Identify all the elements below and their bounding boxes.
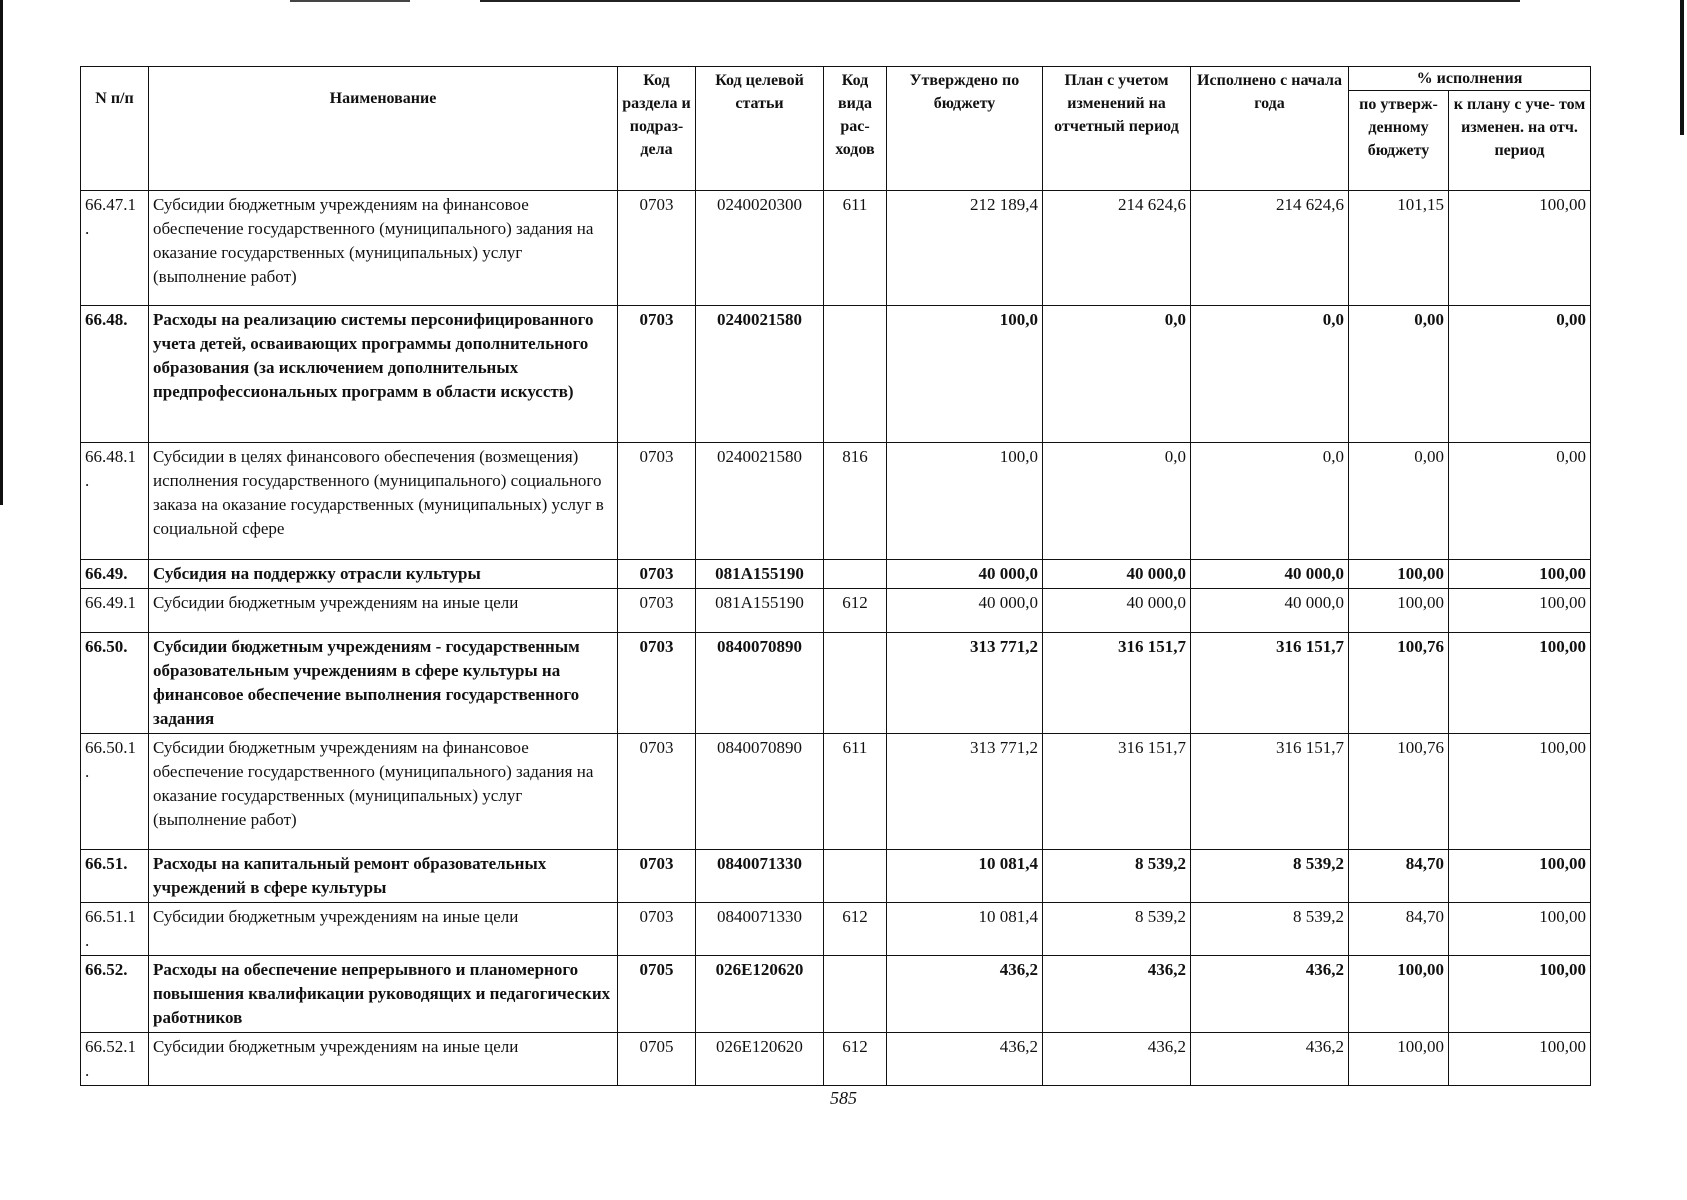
row-ispolneno: 316 151,7: [1191, 734, 1349, 850]
row-razdel-code: 0703: [618, 306, 696, 443]
row-name: Субсидии бюджетным учреждениям на финансовое обеспечение государственного (муниципального) задания на оказание государственных (муниципальных) услуг (выполнение работ): [149, 734, 618, 850]
row-vid-code: 612: [824, 589, 887, 633]
row-pct-plan: 100,00: [1449, 734, 1591, 850]
row-razdel-code: 0703: [618, 191, 696, 306]
table-row: [81, 734, 1591, 850]
row-plan: 8 539,2: [1043, 850, 1191, 903]
row-name: Субсидии бюджетным учреждениям на иные цели: [149, 1033, 618, 1086]
row-ispolneno: 40 000,0: [1191, 560, 1349, 589]
row-ispolneno: 8 539,2: [1191, 850, 1349, 903]
row-vid-code: 611: [824, 734, 887, 850]
row-pct-plan: 100,00: [1449, 589, 1591, 633]
row-ispolneno: 40 000,0: [1191, 589, 1349, 633]
row-name: Субсидии бюджетным учреждениям на финансовое обеспечение государственного (муниципального) задания на оказание государственных (муниципальных) услуг (выполнение работ): [149, 191, 618, 306]
row-plan: 436,2: [1043, 1033, 1191, 1086]
row-vid-code: 612: [824, 903, 887, 956]
row-pct-budget: 100,76: [1349, 633, 1449, 734]
row-name: Расходы на обеспечение непрерывного и планомерного повышения квалификации руководящих и педагогических работников: [149, 956, 618, 1033]
row-vid-code: [824, 850, 887, 903]
row-pct-plan: 100,00: [1449, 191, 1591, 306]
header-pct-budget: по утверж- денному бюджету: [1349, 91, 1449, 191]
row-razdel-code: 0703: [618, 633, 696, 734]
header-celevaya: Код целевой статьи: [696, 67, 824, 191]
table-row: [81, 191, 1591, 306]
row-vid-code: 816: [824, 443, 887, 560]
table-row: [81, 903, 1591, 956]
row-ispolneno: 8 539,2: [1191, 903, 1349, 956]
header-row: [81, 67, 1591, 91]
row-plan: 0,0: [1043, 443, 1191, 560]
row-num: 66.49.: [81, 560, 149, 589]
row-name: Субсидии в целях финансового обеспечения (возмещения) исполнения государственного (муниципального) социального заказа на оказание государственных (муниципальных) услуг в социальной сфере: [149, 443, 618, 560]
row-utverzhdeno: 40 000,0: [887, 589, 1043, 633]
row-utverzhdeno: 212 189,4: [887, 191, 1043, 306]
row-utverzhdeno: 436,2: [887, 1033, 1043, 1086]
row-utverzhdeno: 100,0: [887, 306, 1043, 443]
row-num: 66.51.: [81, 850, 149, 903]
row-celevaya-code: 0240020300: [696, 191, 824, 306]
row-pct-plan: 0,00: [1449, 443, 1591, 560]
scan-artifact: [1680, 0, 1684, 135]
row-pct-plan: 100,00: [1449, 903, 1591, 956]
row-celevaya-code: 0240021580: [696, 443, 824, 560]
header-num: N п/п: [81, 67, 149, 191]
row-utverzhdeno: 40 000,0: [887, 560, 1043, 589]
row-razdel-code: 0705: [618, 1033, 696, 1086]
budget-execution-table: [80, 66, 1591, 1086]
row-ispolneno: 0,0: [1191, 443, 1349, 560]
table-row: [81, 443, 1591, 560]
row-name: Расходы на капитальный ремонт образовательных учреждений в сфере культуры: [149, 850, 618, 903]
scan-artifact: [0, 0, 3, 505]
row-ispolneno: 436,2: [1191, 1033, 1349, 1086]
row-vid-code: 612: [824, 1033, 887, 1086]
page-number: 585: [830, 1088, 857, 1108]
row-celevaya-code: 081А155190: [696, 589, 824, 633]
row-ispolneno: 0,0: [1191, 306, 1349, 443]
row-pct-budget: 84,70: [1349, 903, 1449, 956]
row-pct-budget: 0,00: [1349, 443, 1449, 560]
row-vid-code: [824, 633, 887, 734]
row-celevaya-code: 0840071330: [696, 850, 824, 903]
row-pct-plan: 100,00: [1449, 633, 1591, 734]
row-name: Субсидия на поддержку отрасли культуры: [149, 560, 618, 589]
row-vid-code: [824, 560, 887, 589]
row-utverzhdeno: 313 771,2: [887, 734, 1043, 850]
row-utverzhdeno: 100,0: [887, 443, 1043, 560]
row-utverzhdeno: 313 771,2: [887, 633, 1043, 734]
row-pct-plan: 100,00: [1449, 560, 1591, 589]
row-celevaya-code: 0840071330: [696, 903, 824, 956]
row-pct-budget: 0,00: [1349, 306, 1449, 443]
row-celevaya-code: 026Е120620: [696, 1033, 824, 1086]
row-plan: 436,2: [1043, 956, 1191, 1033]
row-razdel-code: 0703: [618, 443, 696, 560]
row-pct-budget: 100,76: [1349, 734, 1449, 850]
scan-artifact: [290, 0, 410, 2]
row-pct-budget: 100,00: [1349, 1033, 1449, 1086]
header-name: Наименование: [149, 67, 618, 191]
row-pct-plan: 100,00: [1449, 850, 1591, 903]
row-razdel-code: 0705: [618, 956, 696, 1033]
table-row: [81, 306, 1591, 443]
row-ispolneno: 316 151,7: [1191, 633, 1349, 734]
row-num: 66.48.: [81, 306, 149, 443]
row-num: 66.50.: [81, 633, 149, 734]
row-num: 66.47.1 .: [81, 191, 149, 306]
row-num: 66.49.1: [81, 589, 149, 633]
table-row: [81, 956, 1591, 1033]
row-pct-budget: 100,00: [1349, 956, 1449, 1033]
header-vid: Код вида рас- ходов: [824, 67, 887, 191]
row-pct-plan: 0,00: [1449, 306, 1591, 443]
row-razdel-code: 0703: [618, 734, 696, 850]
row-razdel-code: 0703: [618, 850, 696, 903]
row-num: 66.48.1 .: [81, 443, 149, 560]
row-vid-code: [824, 306, 887, 443]
row-ispolneno: 214 624,6: [1191, 191, 1349, 306]
row-name: Субсидии бюджетным учреждениям на иные цели: [149, 903, 618, 956]
row-plan: 0,0: [1043, 306, 1191, 443]
row-utverzhdeno: 10 081,4: [887, 850, 1043, 903]
row-ispolneno: 436,2: [1191, 956, 1349, 1033]
row-num: 66.50.1 .: [81, 734, 149, 850]
header-pct-plan: к плану с уче- том изменен. на отч. период: [1449, 91, 1591, 191]
row-pct-budget: 100,00: [1349, 560, 1449, 589]
row-celevaya-code: 0840070890: [696, 633, 824, 734]
row-pct-budget: 101,15: [1349, 191, 1449, 306]
row-pct-plan: 100,00: [1449, 1033, 1591, 1086]
row-vid-code: 611: [824, 191, 887, 306]
row-utverzhdeno: 10 081,4: [887, 903, 1043, 956]
header-utverzhdeno: Утверждено по бюджету: [887, 67, 1043, 191]
row-vid-code: [824, 956, 887, 1033]
row-celevaya-code: 026Е120620: [696, 956, 824, 1033]
row-celevaya-code: 0840070890: [696, 734, 824, 850]
row-pct-budget: 84,70: [1349, 850, 1449, 903]
row-num: 66.51.1 .: [81, 903, 149, 956]
table-row: [81, 560, 1591, 589]
table-row: [81, 633, 1591, 734]
table-row: [81, 589, 1591, 633]
row-name: Субсидии бюджетным учреждениям - государственным образовательным учреждениям в сфере культуры на финансовое обеспечение выполнения государственного задания: [149, 633, 618, 734]
row-razdel-code: 0703: [618, 560, 696, 589]
header-razdel: Код раздела и подраз- дела: [618, 67, 696, 191]
row-pct-budget: 100,00: [1349, 589, 1449, 633]
table-row: [81, 850, 1591, 903]
row-razdel-code: 0703: [618, 903, 696, 956]
header-plan: План с учетом изменений на отчетный период: [1043, 67, 1191, 191]
row-razdel-code: 0703: [618, 589, 696, 633]
row-utverzhdeno: 436,2: [887, 956, 1043, 1033]
row-plan: 8 539,2: [1043, 903, 1191, 956]
row-celevaya-code: 0240021580: [696, 306, 824, 443]
row-plan: 40 000,0: [1043, 589, 1191, 633]
header-percent-group: % исполнения: [1349, 67, 1591, 91]
row-pct-plan: 100,00: [1449, 956, 1591, 1033]
row-plan: 316 151,7: [1043, 633, 1191, 734]
row-num: 66.52.: [81, 956, 149, 1033]
scan-artifact: [480, 0, 1520, 2]
header-ispolneno: Исполнено с начала года: [1191, 67, 1349, 191]
row-plan: 40 000,0: [1043, 560, 1191, 589]
row-num: 66.52.1 .: [81, 1033, 149, 1086]
table-row: [81, 1033, 1591, 1086]
row-celevaya-code: 081А155190: [696, 560, 824, 589]
row-plan: 214 624,6: [1043, 191, 1191, 306]
report-table-container: [80, 66, 1590, 1086]
row-plan: 316 151,7: [1043, 734, 1191, 850]
row-name: Расходы на реализацию системы персонифицированного учета детей, осваивающих программы дополнительного образования (за исключением дополнительных предпрофессиональных программ в области искусств): [149, 306, 618, 443]
row-name: Субсидии бюджетным учреждениям на иные цели: [149, 589, 618, 633]
